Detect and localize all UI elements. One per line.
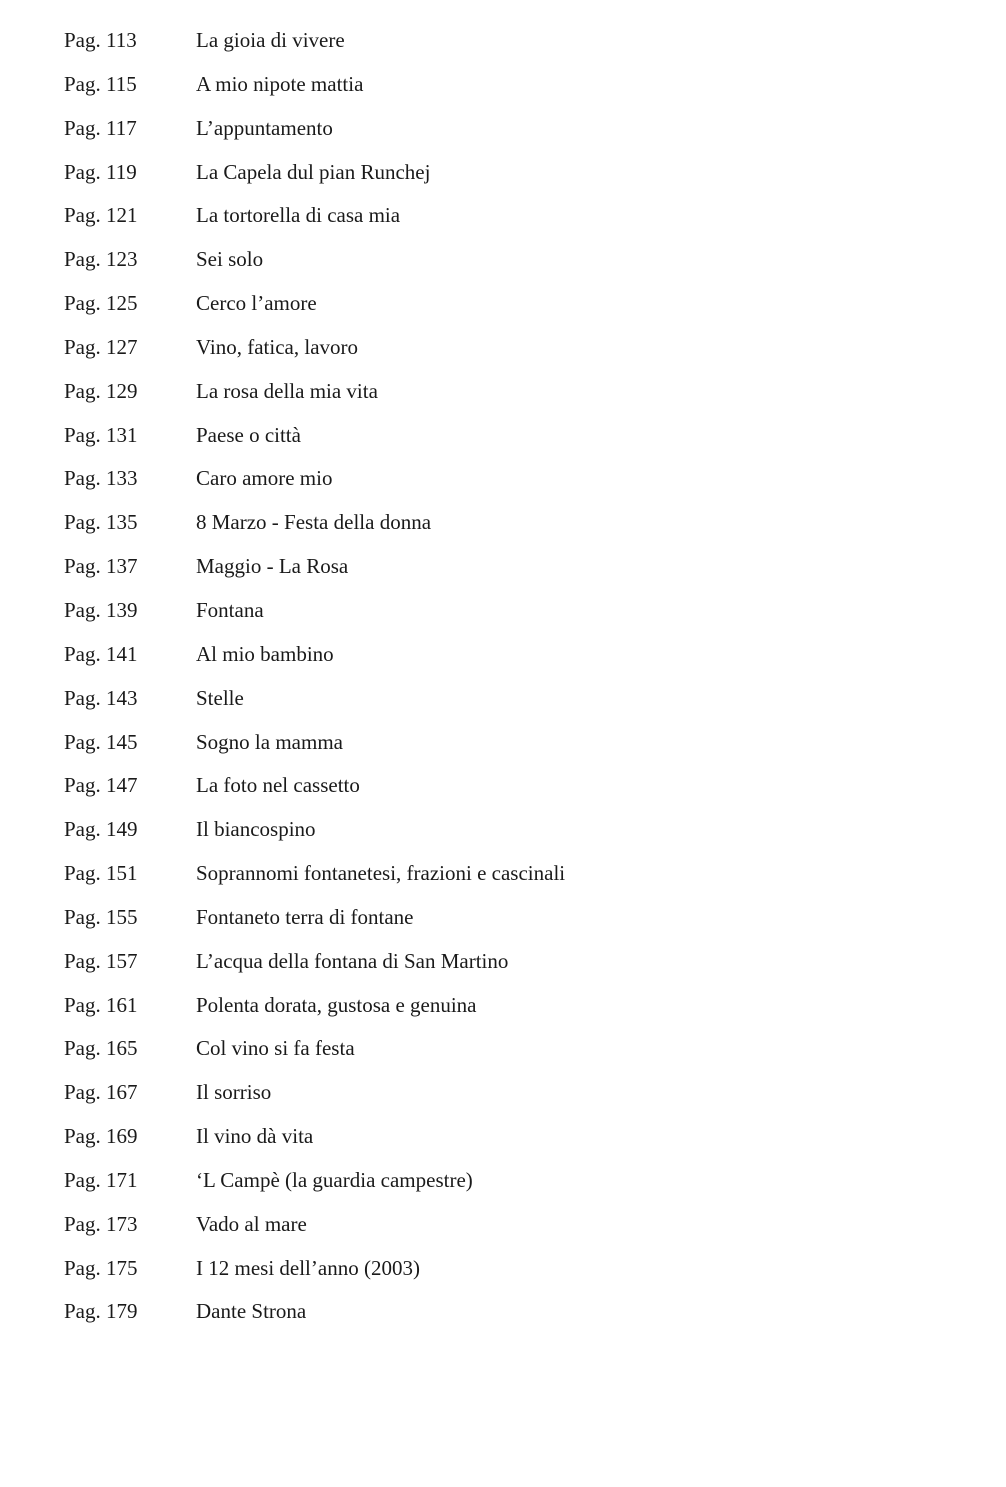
toc-entry-title: La foto nel cassetto <box>196 773 360 798</box>
toc-page-number: Pag. 143 <box>64 685 138 710</box>
toc-page-number: Pag. 161 <box>64 992 138 1017</box>
toc-page-number: Pag. 125 <box>64 291 138 316</box>
toc-page-number: Pag. 165 <box>64 1036 138 1061</box>
toc-page-number: Pag. 133 <box>64 466 138 491</box>
toc-row <box>0 1209 1006 1253</box>
toc-entry-title: La gioia di vivere <box>196 28 345 52</box>
toc-row <box>0 157 1006 201</box>
toc-entry-title: A mio nipote mattia <box>196 71 364 96</box>
toc-entry-title: Fontana <box>196 597 264 622</box>
toc-page-number: Pag. 117 <box>64 115 137 140</box>
toc-row <box>0 1296 1006 1340</box>
toc-entry-title: Cerco l’amore <box>196 291 317 316</box>
toc-entry-title: 8 Marzo - Festa della donna <box>196 510 432 535</box>
toc-page-number: Pag. 119 <box>64 159 137 184</box>
toc-entry-title: Vino, fatica, lavoro <box>196 334 359 359</box>
toc-row <box>0 858 1006 902</box>
toc-entry-title: Il biancospino <box>196 817 316 842</box>
toc-entry-title: Paese o città <box>196 422 301 447</box>
toc-entry-title: La tortorella di casa mia <box>196 203 401 228</box>
toc-page-number: Pag. 149 <box>64 817 138 842</box>
toc-entry-title: I 12 mesi dell’anno (2003) <box>196 1255 420 1280</box>
toc-entry-title: Il sorriso <box>196 1080 272 1105</box>
toc-entry-title: Polenta dorata, gustosa e genuina <box>196 992 477 1017</box>
toc-entry-title: Al mio bambino <box>196 641 334 666</box>
toc-page-number: Pag. 137 <box>64 554 138 579</box>
toc-page-number: Pag. 151 <box>64 861 138 886</box>
toc-entry-title: Fontaneto terra di fontane <box>196 904 414 929</box>
toc-entry-title: Caro amore mio <box>196 466 333 491</box>
toc-entry-title: Dante Strona <box>196 1299 307 1324</box>
toc-row <box>0 770 1006 814</box>
toc-page-number: Pag. 147 <box>64 773 138 798</box>
toc-row <box>0 25 1006 69</box>
toc-page-number: Pag. 171 <box>64 1167 138 1192</box>
toc-entry-title: L’appuntamento <box>196 115 333 140</box>
toc-page-number: Pag. 113 <box>64 28 137 52</box>
toc-page-number: Pag. 157 <box>64 948 138 973</box>
toc-entry-title: La Capela dul pian Runchej <box>196 159 431 184</box>
toc-row <box>0 244 1006 288</box>
toc-row <box>0 595 1006 639</box>
toc-row <box>0 376 1006 420</box>
toc-row <box>0 946 1006 990</box>
toc-row <box>0 69 1006 113</box>
toc-page-number: Pag. 123 <box>64 247 138 272</box>
toc-entry-title: Stelle <box>196 685 244 710</box>
toc-row <box>0 1121 1006 1165</box>
toc-row <box>0 639 1006 683</box>
toc-page-number: Pag. 175 <box>64 1255 138 1280</box>
toc-row <box>0 1033 1006 1077</box>
toc-page-number: Pag. 115 <box>64 71 137 96</box>
toc-page-number: Pag. 173 <box>64 1211 138 1236</box>
toc-page-number: Pag. 127 <box>64 334 138 359</box>
toc-entry-title: Sei solo <box>196 247 264 272</box>
toc-entry-title: Sogno la mamma <box>196 729 343 754</box>
toc-row <box>0 814 1006 858</box>
toc-page-number: Pag. 139 <box>64 597 138 622</box>
toc-page-number: Pag. 121 <box>64 203 138 228</box>
toc-row <box>0 990 1006 1034</box>
toc-row <box>0 332 1006 376</box>
toc-row <box>0 1165 1006 1209</box>
toc-row <box>0 200 1006 244</box>
toc-entry-title: ‘L Campè (la guardia campestre) <box>196 1167 473 1192</box>
toc-row <box>0 507 1006 551</box>
toc-row <box>0 463 1006 507</box>
toc-page-number: Pag. 129 <box>64 378 138 403</box>
toc-row <box>0 1077 1006 1121</box>
toc-row <box>0 420 1006 464</box>
toc-entry-title: Vado al mare <box>196 1211 307 1236</box>
toc-entry-title: La rosa della mia vita <box>196 378 378 403</box>
toc-entry-title: Soprannomi fontanetesi, frazioni e cascinali <box>196 861 566 886</box>
toc-row <box>0 113 1006 157</box>
toc-page-number: Pag. 131 <box>64 422 138 447</box>
toc-page-number: Pag. 167 <box>64 1080 138 1105</box>
toc-entry-title: Il vino dà vita <box>196 1124 314 1149</box>
toc-page-number: Pag. 141 <box>64 641 138 666</box>
toc-row <box>0 288 1006 332</box>
toc-row <box>0 902 1006 946</box>
toc-page-number: Pag. 135 <box>64 510 138 535</box>
toc-page-number: Pag. 179 <box>64 1299 138 1324</box>
toc-row <box>0 1253 1006 1297</box>
toc-row <box>0 551 1006 595</box>
table-of-contents <box>0 25 1006 1340</box>
toc-page-number: Pag. 169 <box>64 1124 138 1149</box>
toc-entry-title: Maggio - La Rosa <box>196 554 349 579</box>
toc-entry-title: L’acqua della fontana di San Martino <box>196 948 509 973</box>
toc-page-number: Pag. 145 <box>64 729 138 754</box>
toc-entry-title: Col vino si fa festa <box>196 1036 355 1061</box>
toc-row <box>0 683 1006 727</box>
toc-row <box>0 727 1006 771</box>
toc-page-number: Pag. 155 <box>64 904 138 929</box>
